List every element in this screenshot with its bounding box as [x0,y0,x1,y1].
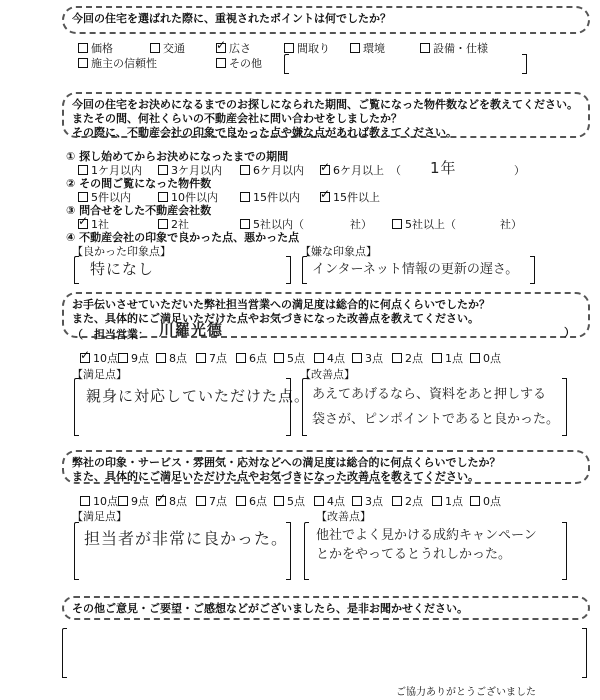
q4-score-option[interactable] [470,493,501,509]
q4-good-bracket-right [286,522,291,580]
q5-question-box [62,596,590,620]
rep-row [72,321,580,342]
q2-sub1-close-paren: ） [514,164,525,177]
q4-score-label: 6点 [249,495,267,508]
q1-option-environment[interactable]: 環境 [350,40,385,56]
q2-sub1-opt-3m[interactable]: 3ケ月以内 [158,162,222,178]
checkbox-checked[interactable] [156,496,166,506]
q2-good-bracket-right [286,256,291,284]
q2-sub2-opt-10[interactable]: 10件以内 [158,189,218,205]
q3-score-label: 8点 [169,352,187,365]
q3-score-label: 6点 [249,352,267,365]
q2-line-2: またその間、何社くらいの不動産会社に問い合わせをしましたか？ [72,112,402,125]
checkbox[interactable] [470,353,480,363]
q2-sub1-opt-6m[interactable]: 6ケ月以内 [240,162,304,178]
q3-bad-answer-line-1[interactable]: あえてあげるなら、資料をあと押しする [312,387,547,402]
checkbox[interactable] [352,353,362,363]
q1-option-equipment[interactable]: 設備・仕様 [420,40,488,56]
q4-good-label: 【満足点】 [72,510,127,523]
q1-other-bracket-right [522,54,527,74]
q3-score-option[interactable] [352,350,383,366]
q4-score-label: 5点 [287,495,305,508]
q4-score-label: 4点 [327,495,345,508]
q3-score-option[interactable] [236,350,267,366]
q3-score-label: 0点 [483,352,501,365]
q3-score-label: 9点 [131,352,149,365]
q1-option-size[interactable]: ✓ 広さ [216,40,251,56]
q5-title: その他ご意見・ご要望・ご感想などがございましたら、是非お聞かせください。 [72,602,468,615]
q2-sub1-open-paren: （ [390,164,401,177]
checkbox[interactable] [78,43,88,53]
q3-score-label: 7点 [209,352,227,365]
checkbox[interactable] [158,165,168,175]
q2-bad-bracket-right [530,256,535,284]
q4-score-label: 7点 [209,495,227,508]
q2-bad-bracket-left [302,256,307,284]
q3-score-option[interactable] [470,350,501,366]
q3-score-option[interactable] [118,350,149,366]
q2-sub3-opt-2[interactable]: 2社 [158,216,189,232]
q4-score-label: 2点 [405,495,423,508]
q1-option-builder-trust[interactable]: 施主の信頼性 [78,55,157,71]
q3-good-bracket-left [74,378,79,436]
q3-good-label: 【満足点】 [72,368,127,381]
checkbox[interactable] [156,353,166,363]
q3-score-option[interactable] [392,350,423,366]
q2-sub1-opt-6m-plus[interactable]: ✓ 6ケ月以上 [320,162,384,178]
checkbox[interactable] [392,219,402,229]
checkbox[interactable] [274,496,284,506]
q4-score-option[interactable] [352,493,383,509]
q4-score-option[interactable] [432,493,463,509]
q4-score-label: 8点 [169,495,187,508]
q4-line-2: また、具体的にご満足いただけた点やお気づきになった改善点を教えてください。 [72,470,479,483]
q3-good-answer[interactable]: 親身に対応していただけた点。 [86,387,311,405]
checkbox[interactable] [284,43,294,53]
q4-score-option[interactable] [118,493,149,509]
q4-score-label: 0点 [483,495,501,508]
q1-option-layout[interactable]: 間取り [284,40,330,56]
q4-line-1: 弊社の印象・サービス・雰囲気・応対などへの満足度は総合的に何点くらいでしたか？ [72,456,501,469]
checkbox[interactable] [240,192,250,202]
q3-score-option[interactable] [196,350,227,366]
footer-thanks: ご協力ありがとうございました [396,687,536,698]
q3-score-option[interactable] [314,350,345,366]
checkbox[interactable] [392,353,402,363]
q2-bad-label: 【嫌な印象点】 [300,245,377,258]
checkbox[interactable] [78,192,88,202]
checkbox[interactable] [274,353,284,363]
checkbox-checked[interactable] [320,192,330,202]
checkbox[interactable] [196,353,206,363]
q3-score-option[interactable] [80,350,118,366]
q4-bad-answer-line-1[interactable]: 他社でよく見かける成約キャンペーン [316,528,537,543]
q2-sub3-opt-1[interactable]: ✓1社 [78,216,109,232]
q2-sub2-opt-15-plus[interactable]: ✓ 15件以上 [320,189,380,205]
q2-sub3-opt-5-within[interactable]: 5社以内（ [240,216,304,232]
q3-score-label: 5点 [287,352,305,365]
q3-line-2: また、具体的にご満足いただけた点やお気づきになった改善点を教えてください。 [72,312,479,325]
q4-bad-answer-line-2[interactable]: とかをやってるとうれしかった。 [316,547,512,562]
q4-bad-bracket-right [562,522,567,580]
q2-question-box [62,92,590,138]
rep-name[interactable]: 川羅光德 [158,321,223,339]
checkbox[interactable] [314,496,324,506]
q3-score-option[interactable] [274,350,305,366]
checkbox[interactable] [216,58,226,68]
checkbox[interactable] [350,43,360,53]
q2-good-label: 【良かった印象点】 [72,245,171,258]
checkbox-checked[interactable] [78,219,88,229]
q4-good-bracket-left [74,522,79,580]
q4-good-answer[interactable]: 担当者が非常に良かった。 [84,529,289,548]
q3-score-label: 4点 [327,352,345,365]
q4-score-label: 10点 [93,495,118,508]
q2-sub1-opt-1m[interactable]: 1ケ月以内 [78,162,142,178]
q2-good-answer[interactable]: 特になし [90,260,155,278]
q1-option-price[interactable]: 価格 [78,40,113,56]
checkbox[interactable] [240,219,250,229]
checkbox-checked[interactable] [216,43,226,53]
q1-other-bracket-left [284,54,289,74]
q4-bad-label: 【改善点】 [316,510,371,523]
q3-score-option[interactable] [156,350,187,366]
checkbox[interactable] [432,496,442,506]
q5-bracket-right [582,628,587,678]
q3-score-label: 2点 [405,352,423,365]
q1-option-access[interactable]: 交通 [150,40,185,56]
checkbox[interactable] [118,496,128,506]
q2-sub4-label: ④ 不動産会社の印象で良かった点、悪かった点 [66,231,300,244]
checkbox[interactable] [80,496,90,506]
q1-title: 今回の住宅を選ばれた際に、重視されたポイントは何でしたか？ [72,12,391,25]
q3-question-box [62,292,590,341]
q1-question-box [62,6,590,34]
checkbox-checked[interactable] [80,353,90,363]
checkbox[interactable] [158,219,168,229]
q4-question-box [62,450,590,484]
q4-score-label: 9点 [131,495,149,508]
q2-sub3-unit-2: 社） [500,218,522,231]
q2-sub2-opt-5[interactable]: 5件以内 [78,189,131,205]
checkbox-checked[interactable] [320,165,330,175]
q4-score-option[interactable] [392,493,423,509]
q1-option-other[interactable]: その他 [216,55,262,71]
q2-line-1: 今回の住宅をお決めになるまでのお探しになられた期間、ご覧になった物件数などを教えてください。 [72,98,578,111]
q3-bad-answer-line-2[interactable]: 袋さが、ピンポイントであると良かった。 [312,412,560,427]
q4-score-label: 3点 [365,495,383,508]
q3-line-1: お手伝いさせていただいた弊社担当営業への満足度は総合的に何点くらいでしたか？ [72,298,490,311]
q4-score-option[interactable] [80,493,118,509]
checkbox[interactable] [78,165,88,175]
q3-score-option[interactable] [432,350,463,366]
checkbox[interactable] [240,165,250,175]
q3-good-bracket-right [286,378,291,436]
rep-label: （ 担当営業： [72,328,149,341]
q2-sub3-label: ③ 問合せをした不動産会社数 [66,204,212,217]
q4-bad-bracket-left [304,522,309,580]
q2-sub3-unit-1: 社） [350,218,372,231]
checkbox[interactable] [420,43,430,53]
q3-score-label: 1点 [445,352,463,365]
q2-sub1-answer[interactable]: 1年 [430,159,457,177]
q4-score-option[interactable] [196,493,227,509]
checkbox[interactable] [196,496,206,506]
checkbox[interactable] [118,353,128,363]
q2-sub1-label: ① 探し始めてからお決めになったまでの期間 [66,150,289,163]
checkbox[interactable] [470,496,480,506]
q2-line-3: その際に、不動産会社の印象で良かった点や嫌な点があれば教えてください。 [72,126,457,139]
checkbox[interactable] [432,353,442,363]
checkbox[interactable] [78,58,88,68]
q3-bad-label: 【改善点】 [300,368,355,381]
q3-bad-bracket-right [562,378,567,436]
checkbox[interactable] [158,192,168,202]
q2-sub3-opt-5-plus[interactable]: 5社以上（ [392,216,456,232]
checkbox[interactable] [392,496,402,506]
checkbox[interactable] [236,496,246,506]
q3-score-label: 10点 [93,352,118,365]
q2-bad-answer[interactable]: インターネット情報の更新の遅さ。 [312,262,519,277]
q5-bracket-left [62,628,67,678]
q4-score-option[interactable] [236,493,267,509]
q3-bad-bracket-left [302,378,307,436]
q4-score-option[interactable] [314,493,345,509]
checkbox[interactable] [314,353,324,363]
q2-good-bracket-left [74,256,79,284]
q2-sub2-opt-15[interactable]: 15件以内 [240,189,300,205]
rep-close: ） [564,326,575,339]
checkbox[interactable] [150,43,160,53]
q4-score-option[interactable] [274,493,305,509]
q3-score-label: 3点 [365,352,383,365]
q2-sub2-label: ② その間ご覧になった物件数 [66,177,212,190]
checkbox[interactable] [352,496,362,506]
q4-score-option[interactable] [156,493,187,509]
q4-score-label: 1点 [445,495,463,508]
checkbox[interactable] [236,353,246,363]
